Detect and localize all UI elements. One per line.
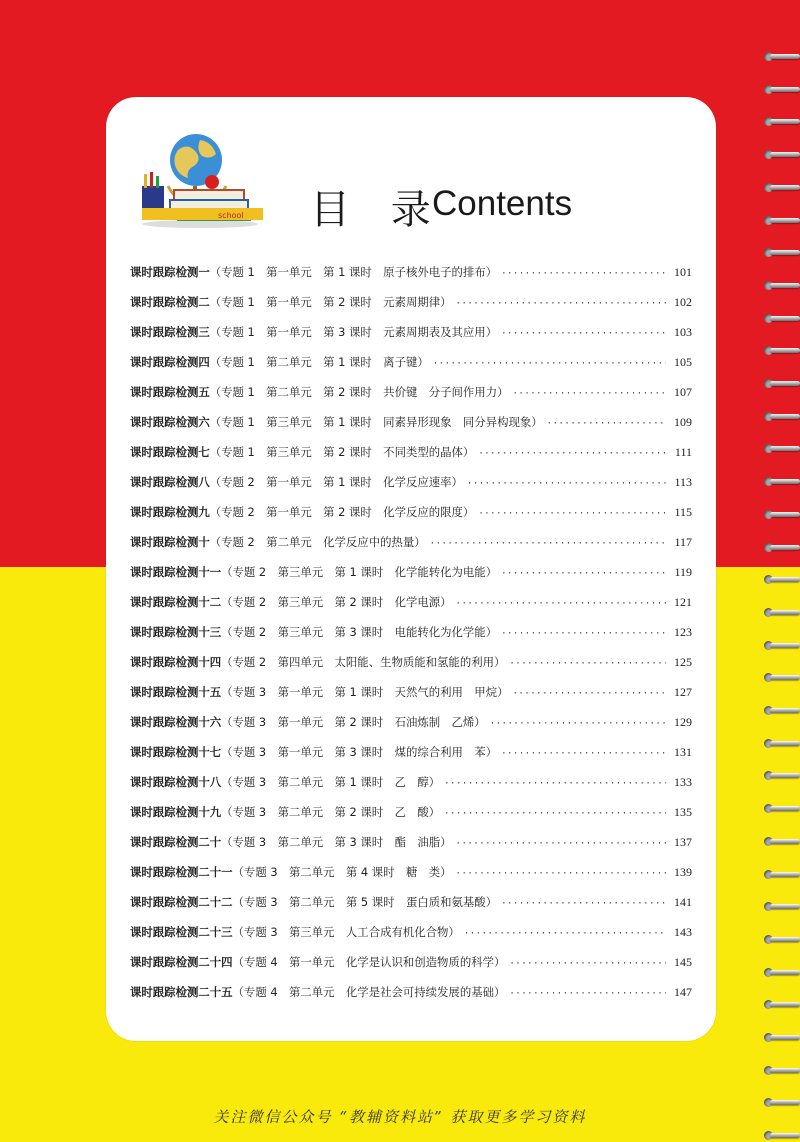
toc-leader-dots — [478, 509, 666, 519]
toc-leader-dots — [512, 389, 666, 399]
toc-entry-desc: （专题 2 第二单元 化学反应中的热量） — [209, 535, 426, 549]
toc-entry-label: 课时跟踪检测十八 — [130, 775, 222, 789]
toc-entry-title — [130, 654, 505, 670]
spiral-wire — [770, 185, 800, 190]
spiral-ring — [764, 314, 800, 323]
toc-leader-dots — [430, 539, 666, 549]
toc-entry[interactable] — [130, 384, 692, 414]
spiral-ring — [764, 477, 800, 486]
toc-leader-dots — [456, 839, 666, 849]
spiral-wire — [770, 872, 800, 877]
spiral-wire — [770, 773, 800, 778]
spiral-wire — [770, 1035, 800, 1040]
toc-entry-label: 课时跟踪检测四 — [130, 355, 210, 369]
toc-entry-desc: （专题 1 第一单元 第 2 课时 元素周期律） — [209, 295, 452, 309]
toc-entry-label: 课时跟踪检测二十 — [130, 835, 222, 849]
spiral-wire — [770, 316, 800, 321]
toc-leader-dots — [433, 359, 666, 369]
toc-entry-title — [130, 714, 486, 730]
spiral-ring — [764, 281, 800, 290]
toc-entry-label: 课时跟踪检测五 — [130, 385, 210, 399]
toc-entry-title — [130, 804, 440, 820]
spiral-ring — [764, 641, 800, 650]
spiral-ring — [764, 248, 800, 257]
spiral-wire — [770, 479, 800, 484]
toc-entry-title — [130, 744, 497, 760]
spiral-wire — [770, 1002, 800, 1007]
spiral-ring — [764, 216, 800, 225]
toc-entry-desc: （专题 1 第二单元 第 1 课时 离子键） — [209, 355, 429, 369]
toc-entry-title — [130, 534, 426, 550]
toc-leader-dots — [444, 779, 666, 789]
toc-entry-label: 课时跟踪检测二十四 — [130, 955, 233, 969]
spiral-wire — [770, 904, 800, 909]
spiral-ring — [764, 706, 800, 715]
toc-entry-title — [130, 834, 452, 850]
spiral-ring — [764, 150, 800, 159]
toc-entry-title — [130, 264, 497, 280]
toc-entry-desc: （专题 2 第一单元 第 2 课时 化学反应的限度） — [209, 505, 475, 519]
toc-leader-dots — [501, 329, 666, 339]
toc-entry[interactable] — [130, 684, 692, 714]
spiral-wire — [770, 937, 800, 942]
spiral-ring — [764, 85, 800, 94]
toc-entry-title — [130, 294, 452, 310]
toc-leader-dots — [467, 479, 666, 489]
spiral-ring — [764, 117, 800, 126]
toc-entry-label: 课时跟踪检测十一 — [130, 565, 222, 579]
toc-entry-label: 课时跟踪检测十七 — [130, 745, 222, 759]
page-title-cn: 目 录 — [310, 187, 445, 233]
toc-entry-title — [130, 414, 543, 430]
toc-entry-label: 课时跟踪检测二十二 — [130, 895, 233, 909]
toc-page-number: 119 — [674, 565, 692, 579]
toc-entry-desc: （专题 1 第一单元 第 1 课时 原子核外电子的排布） — [209, 265, 498, 279]
spiral-ring — [764, 1131, 800, 1140]
spiral-wire — [770, 741, 800, 746]
spiral-wire — [770, 806, 800, 811]
toc-leader-dots — [490, 719, 666, 729]
toc-entry-title — [130, 954, 505, 970]
spiral-wire — [770, 152, 800, 157]
toc-entry-label: 课时跟踪检测十 — [130, 535, 210, 549]
spiral-wire — [770, 87, 800, 92]
toc-entry-title — [130, 594, 452, 610]
toc-leader-dots — [501, 749, 666, 759]
spiral-wire — [770, 381, 800, 386]
toc-page-number: 135 — [674, 805, 692, 819]
toc-entry-desc: （专题 2 第四单元 太阳能、生物质能和氢能的利用） — [221, 655, 506, 669]
toc-entry[interactable] — [130, 744, 692, 774]
toc-entry[interactable] — [130, 654, 692, 684]
toc-entry[interactable] — [130, 264, 692, 294]
spiral-wire — [770, 414, 800, 419]
toc-page-number: 143 — [674, 925, 692, 939]
spiral-ring — [764, 412, 800, 421]
toc-entry[interactable] — [130, 414, 692, 444]
toc-page-number: 141 — [674, 895, 692, 909]
spiral-ring — [764, 1033, 800, 1042]
toc-leader-dots — [501, 569, 666, 579]
spiral-ring — [764, 902, 800, 911]
toc-entry-desc: （专题 3 第二单元 第 1 课时 乙 醇） — [221, 775, 441, 789]
toc-page-number: 145 — [674, 955, 692, 969]
toc-leader-dots — [501, 269, 666, 279]
toc-entry[interactable] — [130, 894, 692, 924]
spiral-ring — [764, 804, 800, 813]
toc-entry-label: 课时跟踪检测八 — [130, 475, 210, 489]
toc-entry-label: 课时跟踪检测十四 — [130, 655, 222, 669]
toc-entry-desc: （专题 3 第二单元 第 3 课时 酯 油脂） — [221, 835, 452, 849]
spiral-wire — [770, 610, 800, 615]
spiral-ring — [764, 52, 800, 61]
svg-text:school: school — [218, 211, 244, 220]
spiral-ring — [764, 935, 800, 944]
toc-entry-title — [130, 864, 452, 880]
toc-page-number: 125 — [674, 655, 692, 669]
toc-entry-label: 课时跟踪检测二 — [130, 295, 210, 309]
toc-page-number: 115 — [674, 505, 692, 519]
toc-entry-desc: （专题 4 第一单元 化学是认识和创造物质的科学） — [232, 955, 506, 969]
toc-page-number: 111 — [674, 445, 692, 459]
spiral-binding — [760, 0, 800, 1142]
toc-entry-label: 课时跟踪检测十五 — [130, 685, 222, 699]
toc-page-number: 101 — [674, 265, 692, 279]
toc-entry[interactable] — [130, 564, 692, 594]
toc-entry-title — [130, 984, 505, 1000]
spiral-ring — [764, 673, 800, 682]
spiral-ring — [764, 608, 800, 617]
page-title-en: Contents — [432, 184, 573, 223]
spiral-ring — [764, 739, 800, 748]
toc-entry-title — [130, 684, 508, 700]
toc-entry[interactable] — [130, 834, 692, 864]
spiral-ring — [764, 870, 800, 879]
globe-books-icon — [138, 128, 263, 228]
toc-page-number: 109 — [674, 415, 692, 429]
spiral-wire — [770, 545, 800, 550]
toc-entry-title — [130, 504, 474, 520]
spiral-wire — [770, 1100, 800, 1105]
toc-entry[interactable] — [130, 354, 692, 384]
toc-leader-dots — [444, 809, 666, 819]
toc-leader-dots — [512, 689, 666, 699]
spiral-ring — [764, 1066, 800, 1075]
spiral-wire — [770, 348, 800, 353]
spiral-ring — [764, 183, 800, 192]
toc-entry-title — [130, 324, 497, 340]
toc-page-number: 127 — [674, 685, 692, 699]
toc-entry[interactable] — [130, 864, 692, 894]
toc-entry-desc: （专题 3 第三单元 人工合成有机化合物） — [232, 925, 460, 939]
toc-entry-desc: （专题 2 第三单元 第 1 课时 化学能转化为电能） — [221, 565, 498, 579]
toc-entry[interactable] — [130, 624, 692, 654]
toc-entry[interactable] — [130, 774, 692, 804]
spiral-ring — [764, 346, 800, 355]
toc-entry-desc: （专题 3 第二单元 第 5 课时 蛋白质和氨基酸） — [232, 895, 498, 909]
toc-page-number: 139 — [674, 865, 692, 879]
toc-page-number: 103 — [674, 325, 692, 339]
toc-entry-desc: （专题 2 第一单元 第 1 课时 化学反应速率） — [209, 475, 463, 489]
toc-entry-label: 课时跟踪检测六 — [130, 415, 210, 429]
toc-entry-title — [130, 474, 463, 490]
toc-leader-dots — [501, 899, 666, 909]
spiral-wire — [770, 643, 800, 648]
toc-entry-desc: （专题 3 第一单元 第 1 课时 天然气的利用 甲烷） — [221, 685, 509, 699]
toc-entry[interactable] — [130, 504, 692, 534]
spiral-ring — [764, 379, 800, 388]
spiral-wire — [770, 839, 800, 844]
toc-page-number: 123 — [674, 625, 692, 639]
spiral-wire — [770, 708, 800, 713]
toc-entry-label: 课时跟踪检测二十五 — [130, 985, 233, 999]
toc-entry-desc: （专题 1 第三单元 第 1 课时 同素异形现象 同分异构现象） — [209, 415, 543, 429]
toc-page-number: 121 — [674, 595, 692, 609]
toc-entry-desc: （专题 3 第一单元 第 2 课时 石油炼制 乙烯） — [221, 715, 486, 729]
toc-leader-dots — [547, 419, 666, 429]
footer-note: 关注微信公众号 “教辅资料站” 获取更多学习资料 — [213, 1108, 587, 1126]
spiral-wire — [770, 675, 800, 680]
toc-leader-dots — [456, 299, 666, 309]
toc-entry-desc: （专题 1 第二单元 第 2 课时 共价键 分子间作用力） — [209, 385, 509, 399]
toc-entry-desc: （专题 4 第二单元 化学是社会可持续发展的基础） — [232, 985, 506, 999]
toc-entry-title — [130, 564, 497, 580]
toc-entry-desc: （专题 3 第一单元 第 3 课时 煤的综合利用 苯） — [221, 745, 498, 759]
toc-entry[interactable] — [130, 444, 692, 474]
toc-entry-title — [130, 924, 460, 940]
spiral-ring — [764, 510, 800, 519]
toc-leader-dots — [478, 449, 666, 459]
toc-entry-title — [130, 384, 508, 400]
toc-page-number: 131 — [674, 745, 692, 759]
toc-leader-dots — [509, 959, 666, 969]
toc-entry-desc: （专题 3 第二单元 第 2 课时 乙 酸） — [221, 805, 441, 819]
spiral-ring — [764, 1000, 800, 1009]
toc-entry-title — [130, 444, 474, 460]
spiral-ring — [764, 968, 800, 977]
toc-entry-label: 课时跟踪检测七 — [130, 445, 210, 459]
toc-entry[interactable] — [130, 324, 692, 354]
spiral-ring — [764, 543, 800, 552]
spiral-ring — [764, 444, 800, 453]
spiral-wire — [770, 218, 800, 223]
toc-leader-dots — [456, 599, 666, 609]
toc-page-number: 117 — [674, 535, 692, 549]
toc-entry[interactable] — [130, 534, 692, 564]
spiral-wire — [770, 250, 800, 255]
toc-page-number: 137 — [674, 835, 692, 849]
toc-entry[interactable] — [130, 924, 692, 954]
toc-entry-label: 课时跟踪检测二十一 — [130, 865, 233, 879]
spiral-wire — [770, 577, 800, 582]
toc-page-number: 147 — [674, 985, 692, 999]
toc-leader-dots — [509, 989, 666, 999]
toc-entry[interactable] — [130, 594, 692, 624]
spiral-wire — [770, 119, 800, 124]
toc-entry-label: 课时跟踪检测三 — [130, 325, 210, 339]
spiral-wire — [770, 970, 800, 975]
spiral-wire — [770, 446, 800, 451]
toc-entry-title — [130, 354, 429, 370]
spiral-ring — [764, 575, 800, 584]
toc-page-number: 113 — [674, 475, 692, 489]
toc-entry-desc: （专题 1 第一单元 第 3 课时 元素周期表及其应用） — [209, 325, 498, 339]
spiral-wire — [770, 512, 800, 517]
toc-entry-desc: （专题 3 第二单元 第 4 课时 糖 类） — [232, 865, 452, 879]
toc-entry-title — [130, 774, 440, 790]
toc-entry-label: 课时跟踪检测十二 — [130, 595, 222, 609]
toc-page-number: 129 — [674, 715, 692, 729]
toc-entry-label: 课时跟踪检测十三 — [130, 625, 222, 639]
toc-entry[interactable] — [130, 294, 692, 324]
toc-entry-desc: （专题 1 第三单元 第 2 课时 不同类型的晶体） — [209, 445, 475, 459]
toc-page-number: 102 — [674, 295, 692, 309]
toc-leader-dots — [501, 629, 666, 639]
toc-entry-desc: （专题 2 第三单元 第 2 课时 化学电源） — [221, 595, 452, 609]
toc-entry[interactable] — [130, 474, 692, 504]
spiral-ring — [764, 837, 800, 846]
spiral-wire — [770, 1068, 800, 1073]
toc-entry[interactable] — [130, 714, 692, 744]
toc-entry-title — [130, 624, 497, 640]
toc-leader-dots — [464, 929, 666, 939]
toc-entry-label: 课时跟踪检测十六 — [130, 715, 222, 729]
table-of-contents — [130, 264, 692, 1014]
toc-entry[interactable] — [130, 954, 692, 984]
toc-entry-label: 课时跟踪检测二十三 — [130, 925, 233, 939]
toc-entry[interactable] — [130, 984, 692, 1014]
toc-entry-desc: （专题 2 第三单元 第 3 课时 电能转化为化学能） — [221, 625, 498, 639]
spiral-ring — [764, 771, 800, 780]
spiral-wire — [770, 54, 800, 59]
toc-entry-label: 课时跟踪检测一 — [130, 265, 210, 279]
toc-entry-label: 课时跟踪检测十九 — [130, 805, 222, 819]
toc-entry-title — [130, 894, 497, 910]
toc-entry[interactable] — [130, 804, 692, 834]
toc-entry-label: 课时跟踪检测九 — [130, 505, 210, 519]
toc-page-number: 107 — [674, 385, 692, 399]
toc-page-number: 133 — [674, 775, 692, 789]
toc-leader-dots — [456, 869, 666, 879]
toc-leader-dots — [509, 659, 666, 669]
spiral-wire — [770, 1133, 800, 1138]
toc-page-number: 105 — [674, 355, 692, 369]
spiral-wire — [770, 283, 800, 288]
